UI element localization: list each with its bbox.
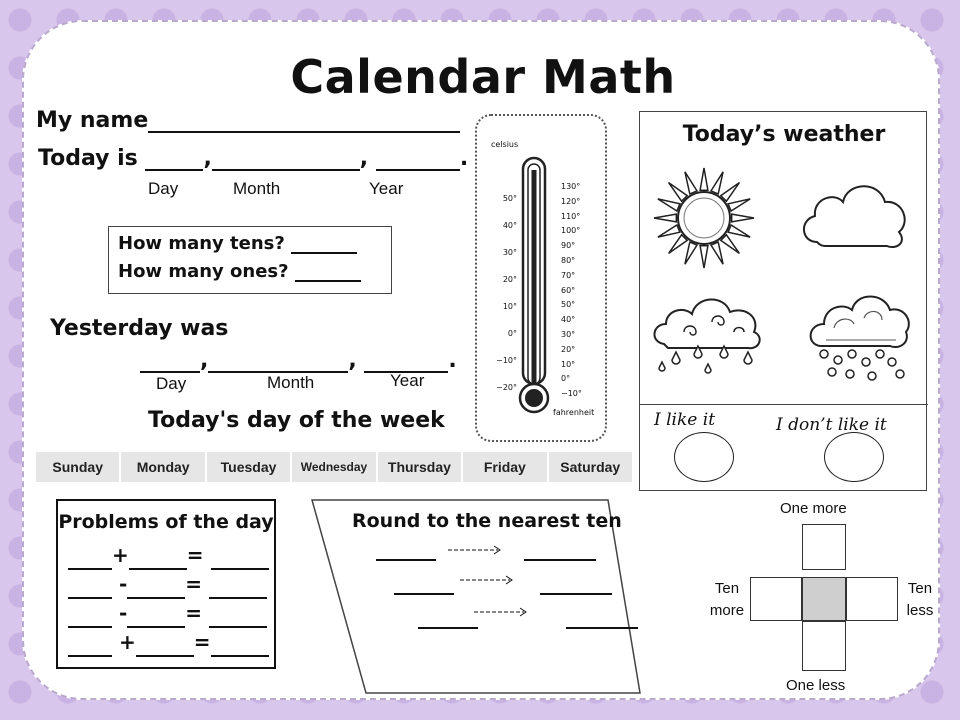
ones-row xyxy=(118,261,361,282)
fahrenheit-tick: 0° xyxy=(561,374,571,384)
celsius-tick: −10° xyxy=(496,356,517,365)
sun-ray xyxy=(654,214,676,222)
yesterday-row: , , . xyxy=(140,348,457,373)
page-title: Calendar Math xyxy=(290,50,676,104)
problem-blank[interactable] xyxy=(68,641,112,657)
sun-ray xyxy=(711,242,723,264)
sun-ray xyxy=(685,172,697,194)
problem-row: + = xyxy=(68,628,269,657)
problem-answer-blank[interactable] xyxy=(211,554,269,570)
sun-ray xyxy=(721,235,740,254)
one-more-cell[interactable] xyxy=(802,524,846,570)
celsius-label: celsius xyxy=(491,140,519,149)
sun-ray xyxy=(669,183,688,202)
weather-title: Today’s weather xyxy=(682,122,886,147)
problem-blank[interactable] xyxy=(68,612,112,628)
tens-label: How many tens? xyxy=(118,233,285,254)
rounding-title: Round to the nearest ten xyxy=(352,510,622,532)
day-cell-friday[interactable]: Friday xyxy=(463,452,546,482)
problem-answer-blank[interactable] xyxy=(209,612,267,628)
celsius-tick: 40° xyxy=(502,221,517,230)
today-month-sublabel: Month xyxy=(233,179,281,198)
like-circle[interactable] xyxy=(674,432,734,482)
cloud-icon[interactable] xyxy=(795,172,915,256)
my-name-blank[interactable] xyxy=(148,113,460,133)
yesterday-day-sublabel: Day xyxy=(156,374,187,393)
day-cell-wednesday[interactable]: Wednesday xyxy=(292,452,375,482)
celsius-tick: 30° xyxy=(502,248,517,257)
sun-ray xyxy=(711,172,723,194)
yesterday-month-sublabel: Month xyxy=(267,373,315,392)
problem-blank[interactable] xyxy=(127,612,185,628)
problem-blank[interactable] xyxy=(127,583,185,599)
today-month-blank[interactable] xyxy=(212,151,360,171)
worksheet-sheet xyxy=(22,20,940,700)
today-day-sublabel: Day xyxy=(148,179,179,198)
problem-answer-blank[interactable] xyxy=(209,583,267,599)
today-is-row: Today is , , . xyxy=(38,146,469,171)
sun-ray xyxy=(669,235,688,254)
sun-ray xyxy=(700,168,708,190)
yesterday-month-blank[interactable] xyxy=(208,353,348,373)
ten-less-cell[interactable] xyxy=(846,577,898,621)
tens-row xyxy=(118,233,357,254)
ten-more-label: Ten more xyxy=(709,580,745,619)
like-label: I like it xyxy=(654,410,716,430)
ones-blank[interactable] xyxy=(295,264,361,282)
ten-less-label: Ten less xyxy=(906,580,934,619)
fahrenheit-tick: 120° xyxy=(561,196,581,206)
ten-more-cell[interactable] xyxy=(750,577,802,621)
fahrenheit-label: fahrenheit xyxy=(553,408,595,417)
sun-ray xyxy=(728,199,750,211)
fahrenheit-tick: 70° xyxy=(561,270,576,280)
yesterday-day-blank[interactable] xyxy=(140,353,200,373)
day-cell-saturday[interactable]: Saturday xyxy=(549,452,632,482)
day-cell-thursday[interactable]: Thursday xyxy=(378,452,461,482)
days-of-week-strip xyxy=(36,452,632,482)
tens-ones-box xyxy=(108,226,392,294)
problems-box xyxy=(56,499,276,669)
today-year-blank[interactable] xyxy=(376,151,460,171)
yesterday-year-blank[interactable] xyxy=(364,353,448,373)
fahrenheit-tick: 60° xyxy=(561,285,576,295)
problem-row: - = xyxy=(68,599,269,628)
yesterday-label: Yesterday was xyxy=(50,316,229,341)
dislike-label: I don’t like it xyxy=(776,415,887,435)
sun-ray xyxy=(658,225,680,237)
problem-answer-blank[interactable] xyxy=(211,641,269,657)
problem-operator: - xyxy=(118,572,128,596)
dislike-circle[interactable] xyxy=(824,432,884,482)
problems-title: Problems of the day xyxy=(58,511,274,533)
weather-divider xyxy=(640,404,928,405)
celsius-tick: 10° xyxy=(502,302,517,311)
celsius-tick: 50° xyxy=(502,194,517,203)
yesterday-year-sublabel: Year xyxy=(390,371,425,390)
problem-operator: + xyxy=(112,543,129,567)
thermometer-card xyxy=(475,114,607,442)
celsius-tick: −20° xyxy=(496,383,517,392)
problem-row: - = xyxy=(68,570,269,599)
sun-icon[interactable] xyxy=(650,164,758,272)
sun-ray xyxy=(700,246,708,268)
problem-operator: + xyxy=(118,630,136,654)
today-day-blank[interactable] xyxy=(145,151,203,171)
sun-ray xyxy=(685,242,697,264)
problem-blank[interactable] xyxy=(68,583,112,599)
tens-blank[interactable] xyxy=(291,236,357,254)
today-is-label: Today is xyxy=(38,146,138,171)
fahrenheit-tick: 30° xyxy=(561,330,576,339)
day-of-week-label: Today's day of the week xyxy=(148,408,445,433)
fahrenheit-tick: 50° xyxy=(561,300,576,310)
my-name-row xyxy=(36,108,460,133)
day-cell-tuesday[interactable]: Tuesday xyxy=(207,452,290,482)
sun-ray xyxy=(658,199,680,211)
fahrenheit-tick: 10° xyxy=(561,359,576,369)
ones-label: How many ones? xyxy=(118,261,289,282)
fahrenheit-tick: 100° xyxy=(561,226,581,236)
sun-ray xyxy=(732,214,754,222)
fahrenheit-tick: 90° xyxy=(561,241,576,251)
problem-blank[interactable] xyxy=(136,641,194,657)
fahrenheit-tick: 40° xyxy=(561,315,576,325)
problem-operator: - xyxy=(118,601,128,625)
rain-icon[interactable] xyxy=(648,288,768,380)
problem-blank[interactable] xyxy=(68,554,112,570)
fahrenheit-tick: −10° xyxy=(561,389,582,399)
fahrenheit-tick: 130° xyxy=(561,182,581,191)
hail-icon[interactable] xyxy=(806,288,910,388)
fahrenheit-tick: 110° xyxy=(561,211,581,221)
problems-list xyxy=(68,541,269,657)
fahrenheit-tick: 80° xyxy=(561,256,576,265)
thermometer-tube-icon xyxy=(517,156,557,416)
day-cell-sunday[interactable]: Sunday xyxy=(36,452,119,482)
problem-row: + = xyxy=(68,541,269,570)
celsius-tick: 20° xyxy=(502,275,517,284)
center-number-cell[interactable] xyxy=(802,577,846,621)
my-name-label: My name xyxy=(36,108,149,133)
celsius-tick: 0° xyxy=(507,329,517,338)
fahrenheit-tick: 20° xyxy=(561,344,576,354)
one-more-label: One more xyxy=(780,500,847,517)
weather-panel xyxy=(639,111,927,491)
one-less-cell[interactable] xyxy=(802,621,846,671)
one-less-label: One less xyxy=(786,677,846,694)
sun-ray xyxy=(728,225,750,237)
day-cell-monday[interactable]: Monday xyxy=(121,452,204,482)
today-year-sublabel: Year xyxy=(369,179,404,198)
sun-ray xyxy=(721,183,740,202)
problem-blank[interactable] xyxy=(129,554,187,570)
